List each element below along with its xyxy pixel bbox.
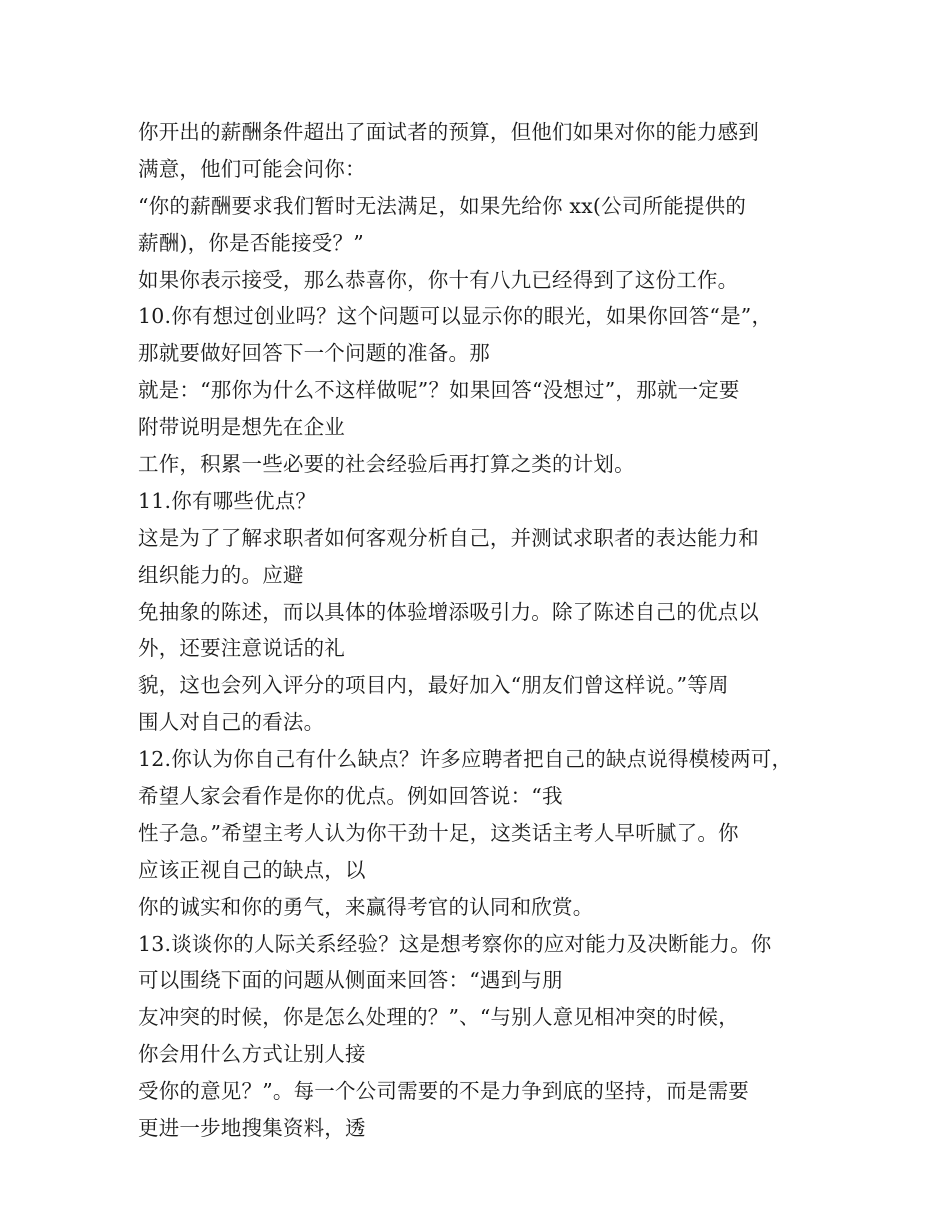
text-line: 这是为了了解求职者如何客观分析自己，并测试求职者的表达能力和	[138, 525, 759, 550]
text-line: 薪酬)，你是否能接受？”	[138, 230, 364, 255]
text-line: 你会用什么方式让别人接	[138, 1042, 366, 1067]
text-line: 10.你有想过创业吗？这个问题可以显示你的眼光，如果你回答“是”，	[138, 304, 773, 329]
text-line: 围人对自己的看法。	[138, 710, 325, 735]
text-line: 可以围绕下面的问题从侧面来回答：“遇到与朋	[138, 968, 563, 993]
text-line: 11.你有哪些优点？	[138, 488, 317, 513]
body-text	[138, 114, 828, 1147]
text-line: 那就要做好回答下一个问题的准备。那	[138, 341, 490, 366]
text-line: 组织能力的。应避	[138, 562, 304, 587]
text-line: 貌，这也会列入评分的项目内，最好加入“朋友们曾这样说。”等周	[138, 673, 729, 698]
text-line: 就是：“那你为什么不这样做呢”？如果回答“没想过”，那就一定要	[138, 378, 740, 403]
text-line: 附带说明是想先在企业	[138, 415, 345, 440]
text-line: 12.你认为你自己有什么缺点？许多应聘者把自己的缺点说得模棱两可，	[138, 747, 793, 772]
text-line: 受你的意见？”。每一个公司需要的不是力争到底的坚持，而是需要	[138, 1079, 749, 1104]
text-line: 友冲突的时候，你是怎么处理的？”、“与别人意见相冲突的时候，	[138, 1005, 739, 1030]
text-line: 希望人家会看作是你的优点。例如回答说：“我	[138, 784, 563, 809]
text-line: 你开出的薪酬条件超出了面试者的预算，但他们如果对你的能力感到	[138, 120, 759, 144]
text-line: 工作，积累一些必要的社会经验后再打算之类的计划。	[138, 452, 635, 477]
text-line: 应该正视自己的缺点，以	[138, 857, 366, 882]
text-line: 性子急。”希望主考人认为你干劲十足，这类话主考人早听腻了。你	[138, 820, 739, 845]
text-line: 如果你表示接受，那么恭喜你，你十有八九已经得到了这份工作。	[138, 267, 739, 292]
text-line: 满意，他们可能会问你：	[138, 156, 366, 181]
text-line: 13.谈谈你的人际关系经验？这是想考察你的应对能力及决断能力。你	[138, 931, 772, 956]
text-line: 外，还要注意说话的礼	[138, 636, 345, 661]
text-line: 你的诚实和你的勇气，来赢得考官的认同和欣赏。	[138, 894, 594, 919]
text-line: “你的薪酬要求我们暂时无法满足，如果先给你 xx(公司所能提供的	[138, 193, 747, 218]
text-line: 免抽象的陈述，而以具体的体验增添吸引力。除了陈述自己的优点以	[138, 599, 759, 624]
text-line: 更进一步地搜集资料，透	[138, 1116, 366, 1141]
